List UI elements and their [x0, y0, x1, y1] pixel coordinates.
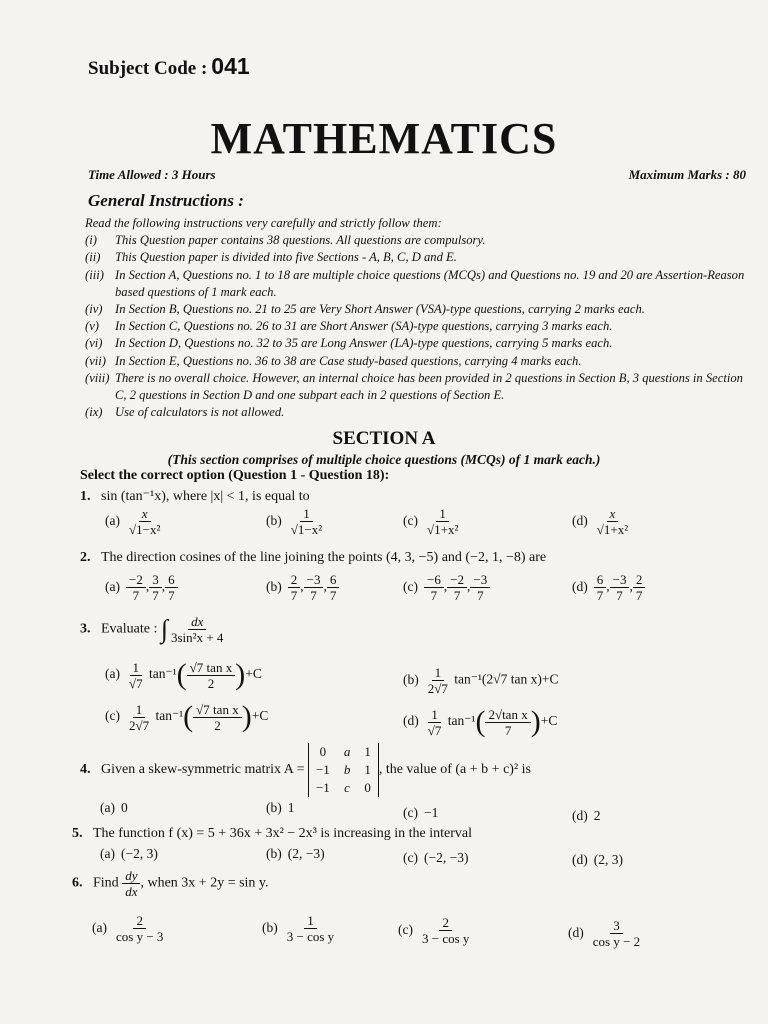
instruction-text: There is no overall choice. However, an internal choice has been provided in 2 questions in Section B, 3 questions in Section C, 2 questions in Section D and one subpart each in 2 questions of Section E. [115, 370, 743, 403]
subject-code [88, 53, 250, 80]
question-text: The direction cosines of the line joining the points (4, 3, −5) and (−2, 1, −8) are [101, 550, 547, 565]
fraction: $\frac{-2}{7}$ [447, 572, 467, 603]
q1-option-a: (a) $\frac{x}{\text{√1−x²}}$ [105, 506, 161, 537]
subject-code-value: 041 [211, 53, 250, 79]
section-title: SECTION A [332, 428, 436, 449]
instruction-number: (vi) [85, 336, 103, 351]
fraction: $\frac{-2}{7}$ [126, 572, 146, 603]
fraction: $\frac{6}{7}$ [165, 572, 178, 603]
fraction: $\frac{-3}{7}$ [610, 572, 630, 603]
q6-option-c: (c) $\frac{2}{\text{3 − cos y}}$ [398, 915, 470, 946]
q3-option-d: (d) $\frac{1}{√7}$ tan⁻¹( $\frac{\text{2√tan x}}{7}$ )+C [403, 705, 558, 738]
instruction-number: (ix) [85, 405, 103, 420]
question-number: 2. [80, 550, 91, 565]
matrix-cell: 1 [364, 744, 371, 759]
instruction-number: (iv) [85, 302, 103, 317]
q6-option-b: (b) $\frac{1}{\text{3 − cos y}}$ [262, 913, 335, 944]
subject-code-label: Subject Code : [88, 58, 208, 79]
instruction-text: This Question paper is divided into five Sections - A, B, C, D and E. [115, 250, 457, 265]
instruction-item [85, 370, 755, 404]
matrix-cell: b [343, 762, 351, 777]
q5-option-c: (c) (−2, −3) [403, 850, 469, 865]
q2-option-d: (d) $\frac{6}{7}$ , $\frac{-3}{7}$ , $\frac{2}{7}$ [572, 572, 645, 603]
matrix-cell: 0 [319, 744, 327, 759]
fraction: $\frac{-6}{7}$ [424, 572, 444, 603]
question-text: Find [93, 875, 119, 891]
q2-option-b: (b) $\frac{2}{7}$ , $\frac{-3}{7}$ , $\frac{6}{7}$ [266, 572, 339, 603]
instruction-item [85, 404, 755, 421]
instruction-item [85, 301, 755, 318]
q3-option-c: (c) $\frac{1}{2√7}$ tan⁻¹( $\frac{\text{√7 tan x}}{2}$ )+C [105, 700, 269, 733]
q4-option-a: (a) 0 [100, 800, 128, 815]
question-text: Given a skew-symmetric matrix A = [101, 762, 305, 777]
fraction: $\frac{2}{7}$ [288, 572, 301, 603]
matrix-cell: 0 [364, 780, 371, 795]
matrix-cell: 1 [364, 762, 371, 777]
instruction-number: (v) [85, 319, 99, 334]
matrix-cell: a [343, 744, 351, 759]
instruction-text: In Section B, Questions no. 21 to 25 are Very Short Answer (VSA)-type questions, carrying 2 marks each. [115, 302, 645, 317]
question-6: 6. Find $\frac{dy}{dx}$ , when 3x + 2y = sin y. [72, 868, 269, 899]
question-number: 3. [80, 621, 91, 637]
instruction-text: In Section E, Questions no. 36 to 38 are Case study-based questions, carrying 4 marks each. [115, 353, 582, 368]
instruction-number: (i) [85, 233, 97, 248]
q5-option-d: (d) (2, 3) [572, 852, 623, 867]
question-number: 5. [72, 826, 83, 841]
q2-option-c: (c) $\frac{-6}{7}$ , $\frac{-2}{7}$ , $\frac{-3}{7}$ [403, 572, 490, 603]
fraction: $\frac{-3}{7}$ [304, 572, 324, 603]
instruction-item [85, 249, 755, 266]
instruction-item [85, 267, 755, 301]
section-subtitle: (This section comprises of multiple choice questions (MCQs) of 1 mark each.) [167, 452, 601, 467]
instruction-number: (vii) [85, 353, 106, 368]
fraction: $\frac{6}{7}$ [594, 572, 607, 603]
instruction-number: (viii) [85, 370, 110, 385]
time-allowed: Time Allowed : 3 Hours [88, 167, 216, 182]
q1-option-b: (b) $\frac{1}{\text{√1−x²}}$ [266, 506, 323, 537]
question-2 [80, 550, 546, 566]
q5-option-b: (b) (2, −3) [266, 846, 325, 861]
fraction: $\frac{6}{7}$ [327, 572, 340, 603]
q6-option-d: (d) $\frac{3}{\text{cos y − 2}}$ [568, 918, 641, 949]
matrix-cell: c [344, 780, 350, 795]
fraction: $\frac{3}{7}$ [149, 572, 162, 603]
instruction-text: In Section A, Questions no. 1 to 18 are multiple choice questions (MCQs) and Questions no. 19 and 20 are Assertion-Reason based questions of 1 mark each. [115, 267, 745, 299]
maximum-marks: Maximum Marks : 80 [628, 167, 746, 182]
question-number: 6. [72, 875, 83, 891]
q4-option-b: (b) 1 [266, 800, 295, 815]
matrix-cell: −1 [315, 762, 330, 777]
instruction-text: Use of calculators is not allowed. [115, 405, 285, 420]
instructions-list [85, 215, 755, 421]
instruction-number: (ii) [85, 250, 101, 265]
q1-option-c: (c) $\frac{1}{\text{√1+x²}}$ [403, 506, 459, 537]
question-number: 1. [80, 489, 91, 504]
instruction-item [85, 232, 755, 249]
matrix-cell: −1 [315, 780, 330, 795]
question-text: Evaluate : [101, 621, 158, 637]
q1-option-d: (d) $\frac{x}{\text{√1+x²}}$ [572, 506, 629, 537]
instruction-item [85, 335, 755, 352]
instructions-heading: General Instructions : [88, 191, 244, 210]
instructions-intro: Read the following instructions very carefully and strictly follow them: [85, 216, 442, 230]
fraction: $\frac{2}{7}$ [633, 572, 646, 603]
question-1 [80, 488, 310, 505]
skew-symmetric-matrix [308, 743, 379, 797]
q6-option-a: (a) $\frac{2}{\text{cos y − 3}}$ [92, 913, 164, 944]
q2-option-a: (a) $\frac{-2}{7}$ , $\frac{3}{7}$ , $\frac{6}{7}$ [105, 572, 178, 603]
select-instruction: Select the correct option (Question 1 - Question 18): [80, 468, 390, 483]
instruction-text: In Section C, Questions no. 26 to 31 are Short Answer (SA)-type questions, carrying 3 marks each. [115, 319, 613, 334]
q4-option-d: (d) 2 [572, 808, 601, 823]
question-text: sin (tan⁻¹x), where |x| < 1, is equal to [101, 489, 310, 504]
question-text: The function f (x) = 5 + 36x + 3x² − 2x³ is increasing in the interval [93, 826, 473, 841]
question-4: 4. Given a skew-symmetric matrix A = 0 a 1 −1 b 1 −1 c 0 , the value of (a + b + c)² is [80, 744, 531, 795]
question-5 [72, 826, 472, 842]
page-title: MATHEMATICS [210, 114, 558, 163]
instruction-text: This Question paper contains 38 questions. All questions are compulsory. [115, 233, 486, 248]
integral-sign: ∫ [160, 614, 168, 644]
instruction-number: (iii) [85, 267, 104, 282]
question-number: 4. [80, 762, 91, 777]
q3-option-a: (a) $\frac{1}{√7}$ tan⁻¹( $\frac{\text{√7 tan x}}{2}$ )+C [105, 658, 262, 691]
fraction: $\frac{-3}{7}$ [470, 572, 490, 603]
q3-option-b: (b) $\frac{1}{2√7}$ tan⁻¹(2√7 tan x)+C [403, 665, 559, 696]
question-3: 3. Evaluate : ∫ $\frac{dx}{\text{3sin²x + 4}}$ [80, 614, 224, 645]
instruction-text: In Section D, Questions no. 32 to 35 are Long Answer (LA)-type questions, carrying 5 marks each. [115, 336, 613, 351]
q5-option-a: (a) (−2, 3) [100, 846, 158, 861]
q4-option-c: (c) −1 [403, 805, 439, 820]
instruction-item [85, 353, 755, 370]
instruction-item [85, 318, 755, 335]
